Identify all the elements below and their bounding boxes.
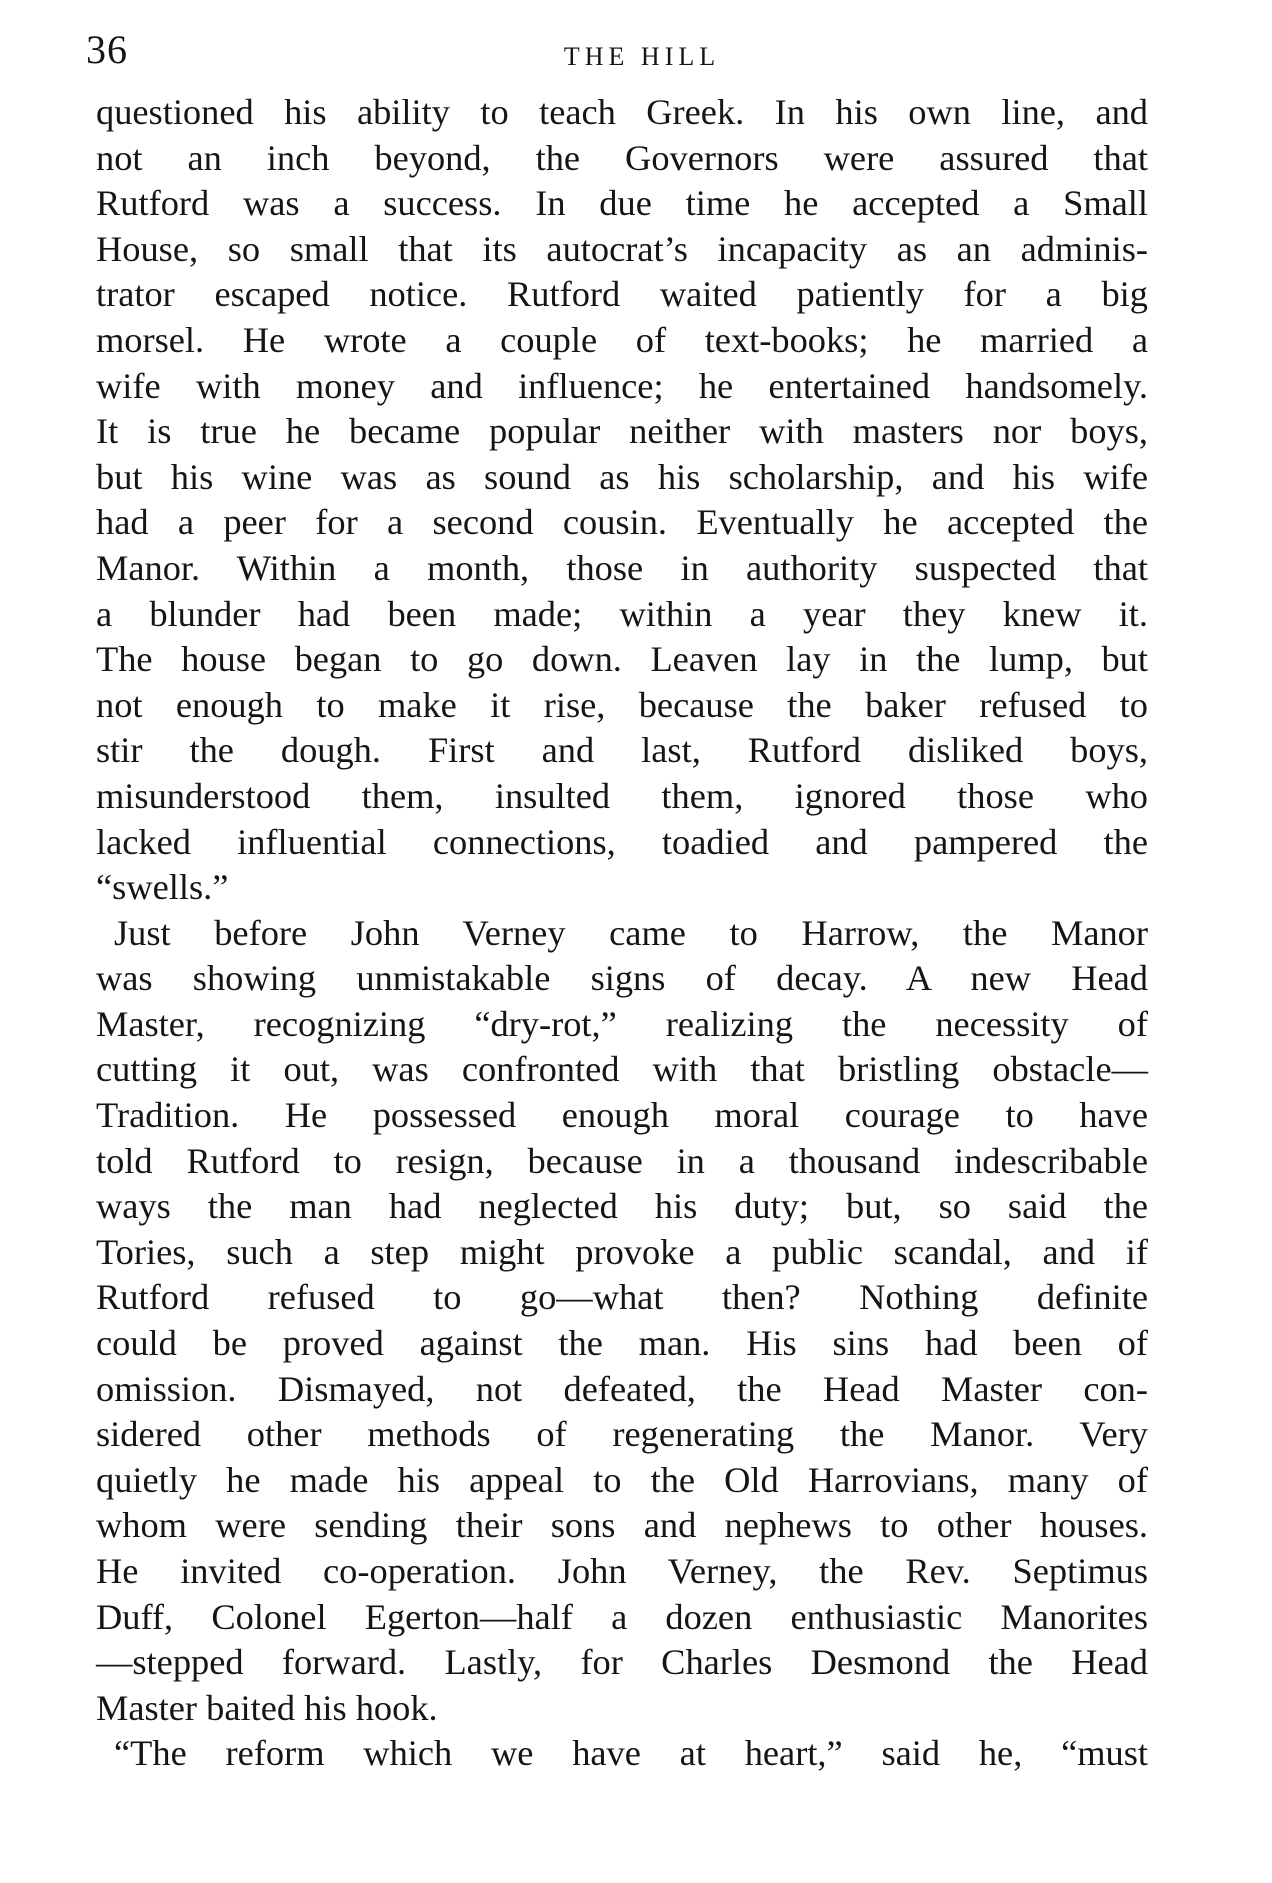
text-line: quietly he made his appeal to the Old Harrovians, many of [96, 1459, 1148, 1500]
text-line: He invited co-operation. John Verney, the Rev. Septimus [96, 1551, 1148, 1591]
text-line: Master, recognizing “dry-rot,” realizing the necessity of [96, 1003, 1148, 1044]
text-line: “swells.” [96, 867, 229, 908]
text-line: not enough to make it rise, because the baker refused to [96, 684, 1148, 725]
text-line: House, so small that its autocrat’s incapacity as an adminis- [96, 228, 1148, 269]
paragraph-1 [96, 90, 1148, 911]
text-line: not an inch beyond, the Governors were assured that [96, 137, 1148, 178]
text-line: whom were sending their sons and nephews to other houses. [96, 1505, 1148, 1546]
paragraph-3 [96, 1731, 1148, 1777]
text-line: wife with money and influence; he entertained handsomely. [96, 365, 1148, 406]
text-line: was showing unmistakable signs of decay. A new Head [96, 958, 1148, 999]
text-line: “The reform which we have at heart,” said he, “must [114, 1733, 1148, 1774]
page-number: 36 [86, 27, 128, 72]
running-title: THE HILL [563, 42, 721, 71]
text-line: a blunder had been made; within a year they knew it. [96, 593, 1148, 634]
text-line: Tradition. He possessed enough moral courage to have [96, 1095, 1148, 1136]
text-line: Just before John Verney came to Harrow, the Manor [114, 912, 1148, 953]
text-line: questioned his ability to teach Greek. In his own line, and [96, 92, 1148, 132]
text-line: had a peer for a second cousin. Eventually he accepted the [96, 502, 1148, 543]
text-line: ways the man had neglected his duty; but, so said the [96, 1186, 1148, 1227]
text-line: sidered other methods of regenerating the Manor. Very [96, 1414, 1148, 1455]
text-line: Duff, Colonel Egerton—half a dozen enthusiastic Manorites [96, 1596, 1148, 1637]
text-line: morsel. He wrote a couple of text-books; he married a [96, 319, 1148, 360]
body-text [96, 90, 1148, 1777]
text-line: stir the dough. First and last, Rutford disliked boys, [96, 730, 1148, 771]
text-line: told Rutford to resign, because in a thousand indescribable [96, 1140, 1148, 1181]
paragraph-2 [96, 911, 1148, 1732]
text-line: cutting it out, was confronted with that bristling obstacle— [96, 1049, 1148, 1090]
text-line: trator escaped notice. Rutford waited patiently for a big [96, 274, 1148, 315]
text-line: but his wine was as sound as his scholarship, and his wife [96, 456, 1148, 497]
text-line: could be proved against the man. His sins had been of [96, 1323, 1148, 1364]
text-line: Rutford refused to go—what then? Nothing definite [96, 1277, 1148, 1318]
text-line: The house began to go down. Leaven lay in the lump, but [96, 639, 1148, 680]
text-line: It is true he became popular neither with masters nor boys, [96, 411, 1148, 452]
text-line: —stepped forward. Lastly, for Charles Desmond the Head [96, 1642, 1148, 1683]
text-line: misunderstood them, insulted them, ignored those who [96, 775, 1148, 816]
text-line: omission. Dismayed, not defeated, the Head Master con- [96, 1368, 1148, 1409]
text-line: lacked influential connections, toadied and pampered the [96, 821, 1148, 862]
text-line: Manor. Within a month, those in authority suspected that [96, 547, 1148, 588]
text-line: Tories, such a step might provoke a public scandal, and if [96, 1231, 1148, 1272]
text-line: Rutford was a success. In due time he accepted a Small [96, 183, 1148, 224]
text-line: Master baited his hook. [96, 1687, 438, 1728]
